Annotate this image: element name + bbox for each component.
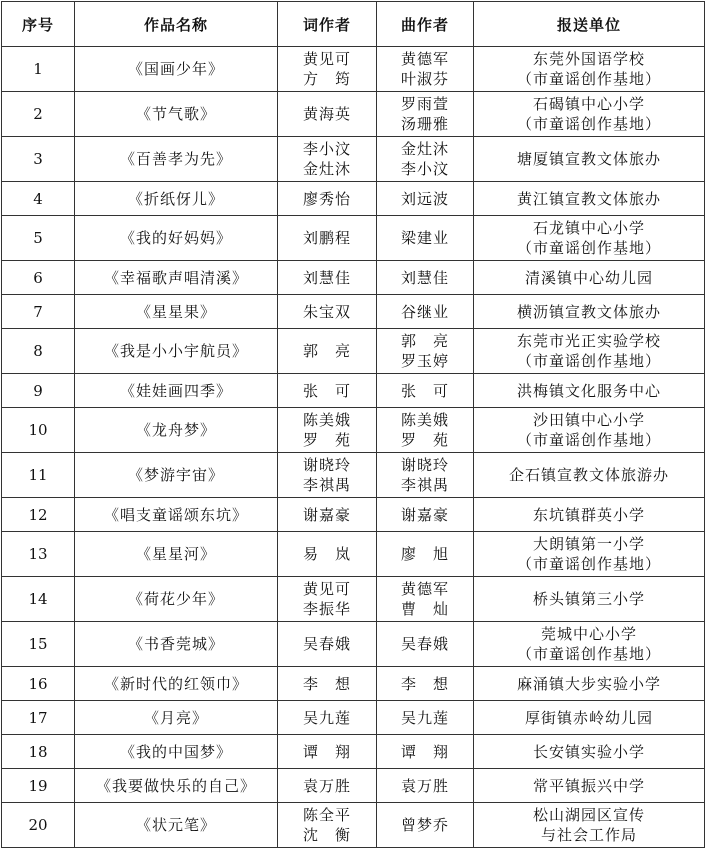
cell-composer-line: 黄德军 — [400, 50, 449, 68]
cell-composer-line: 金灶沐 — [400, 140, 449, 158]
cell-unit — [474, 47, 705, 92]
cell-title: 《状元笔》 — [75, 803, 278, 848]
cell-composer — [377, 137, 474, 182]
cell-title: 《月亮》 — [75, 701, 278, 735]
cell-lyricist-line: 沈 衡 — [302, 826, 351, 844]
header-unit: 报送单位 — [474, 2, 705, 47]
cell-composer — [377, 182, 474, 216]
cell-title: 《节气歌》 — [75, 92, 278, 137]
cell-unit-line: （市童谣创作基地） — [516, 115, 661, 133]
cell-title: 《我的中国梦》 — [75, 735, 278, 769]
cell-no: 5 — [2, 216, 75, 261]
cell-composer-line: 叶淑芬 — [400, 70, 449, 88]
cell-composer-line: 廖 旭 — [400, 545, 449, 563]
cell-lyricist-line: 黄海英 — [302, 105, 351, 123]
cell-no: 10 — [2, 408, 75, 453]
cell-composer-line: 吴九莲 — [400, 709, 449, 727]
cell-lyricist-line: 刘鹏程 — [302, 229, 351, 247]
cell-title: 《国画少年》 — [75, 47, 278, 92]
cell-composer — [377, 47, 474, 92]
cell-unit-line: 沙田镇中心小学 — [532, 411, 645, 429]
cell-unit — [474, 92, 705, 137]
cell-no: 16 — [2, 667, 75, 701]
cell-composer — [377, 374, 474, 408]
cell-unit-line: 清溪镇中心幼儿园 — [524, 269, 653, 287]
cell-lyricist — [278, 92, 377, 137]
cell-unit — [474, 622, 705, 667]
cell-composer-line: 吴春娥 — [400, 635, 449, 653]
table-row — [2, 622, 705, 667]
cell-lyricist — [278, 498, 377, 532]
cell-lyricist-line: 朱宝双 — [302, 303, 351, 321]
cell-unit — [474, 769, 705, 803]
cell-no: 19 — [2, 769, 75, 803]
cell-composer — [377, 622, 474, 667]
cell-composer-line: 曹 灿 — [400, 600, 449, 618]
cell-unit — [474, 295, 705, 329]
cell-title: 《娃娃画四季》 — [75, 374, 278, 408]
cell-composer — [377, 92, 474, 137]
cell-no: 18 — [2, 735, 75, 769]
cell-unit-line: 黄江镇宣教文体旅办 — [516, 190, 661, 208]
cell-title: 《唱支童谣颂东坑》 — [75, 498, 278, 532]
cell-unit-line: 东莞外国语学校 — [532, 50, 645, 68]
cell-lyricist — [278, 622, 377, 667]
cell-lyricist-line: 李祺禺 — [302, 476, 351, 494]
cell-composer — [377, 261, 474, 295]
cell-lyricist-line: 谭 翔 — [302, 743, 351, 761]
cell-unit-line: 横沥镇宣教文体旅办 — [516, 303, 661, 321]
cell-composer-line: 李 想 — [400, 675, 449, 693]
cell-composer-line: 谢嘉豪 — [400, 506, 449, 524]
cell-no: 14 — [2, 577, 75, 622]
cell-lyricist-line: 刘慧佳 — [302, 269, 351, 287]
cell-lyricist — [278, 47, 377, 92]
cell-no: 1 — [2, 47, 75, 92]
cell-unit-line: 莞城中心小学 — [540, 625, 637, 643]
table-row — [2, 453, 705, 498]
cell-unit-line: 与社会工作局 — [540, 826, 637, 844]
cell-composer — [377, 803, 474, 848]
cell-lyricist-line: 李 想 — [302, 675, 351, 693]
header-no: 序号 — [2, 2, 75, 47]
table-row — [2, 532, 705, 577]
cell-lyricist-line: 易 岚 — [302, 545, 351, 563]
cell-lyricist — [278, 701, 377, 735]
cell-no: 11 — [2, 453, 75, 498]
cell-composer — [377, 408, 474, 453]
cell-no: 6 — [2, 261, 75, 295]
works-table — [1, 1, 705, 848]
cell-no: 3 — [2, 137, 75, 182]
table-row — [2, 329, 705, 374]
cell-composer — [377, 701, 474, 735]
cell-unit-line: 企石镇宣教文体旅游办 — [508, 466, 669, 484]
table-row — [2, 137, 705, 182]
cell-lyricist — [278, 261, 377, 295]
cell-composer — [377, 577, 474, 622]
cell-lyricist-line: 陈全平 — [302, 806, 351, 824]
cell-title: 《荷花少年》 — [75, 577, 278, 622]
table-row — [2, 498, 705, 532]
table-row — [2, 261, 705, 295]
cell-no: 4 — [2, 182, 75, 216]
cell-unit-line: 大朗镇第一小学 — [532, 535, 645, 553]
table-row — [2, 47, 705, 92]
table-row — [2, 92, 705, 137]
cell-unit-line: （市童谣创作基地） — [516, 239, 661, 257]
cell-unit-line: 厚街镇赤岭幼儿园 — [524, 709, 653, 727]
cell-unit — [474, 532, 705, 577]
cell-unit — [474, 735, 705, 769]
cell-unit-line: （市童谣创作基地） — [516, 555, 661, 573]
cell-lyricist — [278, 667, 377, 701]
cell-unit-line: 石碣镇中心小学 — [532, 95, 645, 113]
cell-composer-line: 罗玉婷 — [400, 352, 449, 370]
cell-lyricist — [278, 453, 377, 498]
cell-composer-line: 谢晓玲 — [400, 456, 449, 474]
cell-composer-line: 刘慧佳 — [400, 269, 449, 287]
cell-title: 《我的好妈妈》 — [75, 216, 278, 261]
cell-composer-line: 袁万胜 — [400, 777, 449, 795]
cell-composer-line: 罗 苑 — [400, 431, 449, 449]
cell-lyricist-line: 谢嘉豪 — [302, 506, 351, 524]
cell-lyricist-line: 谢晓玲 — [302, 456, 351, 474]
cell-unit — [474, 374, 705, 408]
cell-no: 9 — [2, 374, 75, 408]
cell-no: 17 — [2, 701, 75, 735]
cell-unit — [474, 803, 705, 848]
cell-unit-line: 桥头镇第三小学 — [532, 590, 645, 608]
cell-composer-line: 刘远波 — [400, 190, 449, 208]
cell-composer-line: 郭 亮 — [400, 332, 449, 350]
cell-unit — [474, 261, 705, 295]
cell-unit-line: （市童谣创作基地） — [516, 70, 661, 88]
cell-unit-line: （市童谣创作基地） — [516, 645, 661, 663]
cell-unit — [474, 182, 705, 216]
table-row — [2, 374, 705, 408]
cell-lyricist — [278, 182, 377, 216]
cell-title: 《星星河》 — [75, 532, 278, 577]
cell-no: 15 — [2, 622, 75, 667]
cell-unit-line: 洪梅镇文化服务中心 — [516, 382, 661, 400]
cell-unit — [474, 667, 705, 701]
table-row — [2, 803, 705, 848]
cell-composer — [377, 735, 474, 769]
cell-lyricist — [278, 295, 377, 329]
cell-composer-line: 陈美娥 — [400, 411, 449, 429]
cell-lyricist — [278, 769, 377, 803]
cell-no: 2 — [2, 92, 75, 137]
cell-title: 《龙舟梦》 — [75, 408, 278, 453]
header-row — [2, 2, 705, 47]
cell-unit-line: 东莞市光正实验学校 — [516, 332, 661, 350]
cell-title: 《书香莞城》 — [75, 622, 278, 667]
cell-composer-line: 李祺禺 — [400, 476, 449, 494]
cell-composer-line: 张 可 — [400, 382, 449, 400]
cell-title: 《我要做快乐的自己》 — [75, 769, 278, 803]
cell-lyricist-line: 李振华 — [302, 600, 351, 618]
cell-lyricist-line: 廖秀怡 — [302, 190, 351, 208]
cell-title: 《折纸伢儿》 — [75, 182, 278, 216]
cell-no: 8 — [2, 329, 75, 374]
cell-unit — [474, 577, 705, 622]
cell-title: 《新时代的红领巾》 — [75, 667, 278, 701]
cell-composer — [377, 295, 474, 329]
cell-lyricist-line: 金灶沐 — [302, 160, 351, 178]
cell-composer-line: 汤珊雅 — [400, 115, 449, 133]
cell-composer — [377, 329, 474, 374]
cell-composer — [377, 498, 474, 532]
cell-no: 20 — [2, 803, 75, 848]
cell-unit-line: 石龙镇中心小学 — [532, 219, 645, 237]
cell-no: 7 — [2, 295, 75, 329]
cell-lyricist — [278, 329, 377, 374]
cell-composer-line: 谭 翔 — [400, 743, 449, 761]
cell-unit — [474, 701, 705, 735]
cell-unit-line: （市童谣创作基地） — [516, 352, 661, 370]
cell-lyricist — [278, 374, 377, 408]
cell-unit — [474, 329, 705, 374]
cell-lyricist-line: 李小汶 — [302, 140, 351, 158]
cell-title: 《星星果》 — [75, 295, 278, 329]
table-row — [2, 735, 705, 769]
cell-title: 《幸福歌声唱清溪》 — [75, 261, 278, 295]
cell-unit-line: 松山湖园区宣传 — [532, 806, 645, 824]
cell-title: 《百善孝为先》 — [75, 137, 278, 182]
table-row — [2, 577, 705, 622]
cell-lyricist — [278, 577, 377, 622]
cell-lyricist — [278, 137, 377, 182]
cell-lyricist-line: 袁万胜 — [302, 777, 351, 795]
table-row — [2, 769, 705, 803]
header-title: 作品名称 — [75, 2, 278, 47]
cell-composer-line: 谷继业 — [400, 303, 449, 321]
cell-lyricist-line: 方 筠 — [302, 70, 351, 88]
table-row — [2, 182, 705, 216]
cell-lyricist-line: 郭 亮 — [302, 342, 351, 360]
cell-lyricist — [278, 735, 377, 769]
cell-lyricist — [278, 408, 377, 453]
cell-lyricist-line: 罗 苑 — [302, 431, 351, 449]
cell-lyricist — [278, 216, 377, 261]
cell-composer — [377, 453, 474, 498]
cell-lyricist — [278, 803, 377, 848]
cell-unit-line: 常平镇振兴中学 — [532, 777, 645, 795]
cell-no: 12 — [2, 498, 75, 532]
cell-title: 《我是小小宇航员》 — [75, 329, 278, 374]
cell-unit — [474, 137, 705, 182]
cell-composer-line: 梁建业 — [400, 229, 449, 247]
cell-composer — [377, 532, 474, 577]
cell-unit-line: 长安镇实验小学 — [532, 743, 645, 761]
cell-lyricist-line: 吴九莲 — [302, 709, 351, 727]
cell-unit-line: 塘厦镇宣教文体旅办 — [516, 150, 661, 168]
cell-unit-line: 东坑镇群英小学 — [532, 506, 645, 524]
cell-composer — [377, 769, 474, 803]
cell-composer-line: 李小汶 — [400, 160, 449, 178]
table-row — [2, 295, 705, 329]
cell-composer — [377, 216, 474, 261]
table-row — [2, 216, 705, 261]
cell-composer-line: 曾梦乔 — [400, 816, 449, 834]
cell-unit — [474, 216, 705, 261]
cell-title: 《梦游宇宙》 — [75, 453, 278, 498]
cell-unit — [474, 408, 705, 453]
cell-unit — [474, 498, 705, 532]
cell-lyricist-line: 吴春娥 — [302, 635, 351, 653]
header-composer: 曲作者 — [377, 2, 474, 47]
cell-lyricist-line: 张 可 — [302, 382, 351, 400]
cell-composer — [377, 667, 474, 701]
header-lyricist: 词作者 — [278, 2, 377, 47]
cell-lyricist — [278, 532, 377, 577]
cell-lyricist-line: 黄见可 — [302, 580, 351, 598]
table-body — [2, 47, 705, 848]
cell-no: 13 — [2, 532, 75, 577]
cell-composer-line: 罗雨萱 — [400, 95, 449, 113]
cell-lyricist-line: 黄见可 — [302, 50, 351, 68]
cell-unit-line: 麻涌镇大步实验小学 — [516, 675, 661, 693]
table-row — [2, 408, 705, 453]
table-row — [2, 667, 705, 701]
table-row — [2, 701, 705, 735]
cell-lyricist-line: 陈美娥 — [302, 411, 351, 429]
cell-unit-line: （市童谣创作基地） — [516, 431, 661, 449]
cell-unit — [474, 453, 705, 498]
cell-composer-line: 黄德军 — [400, 580, 449, 598]
